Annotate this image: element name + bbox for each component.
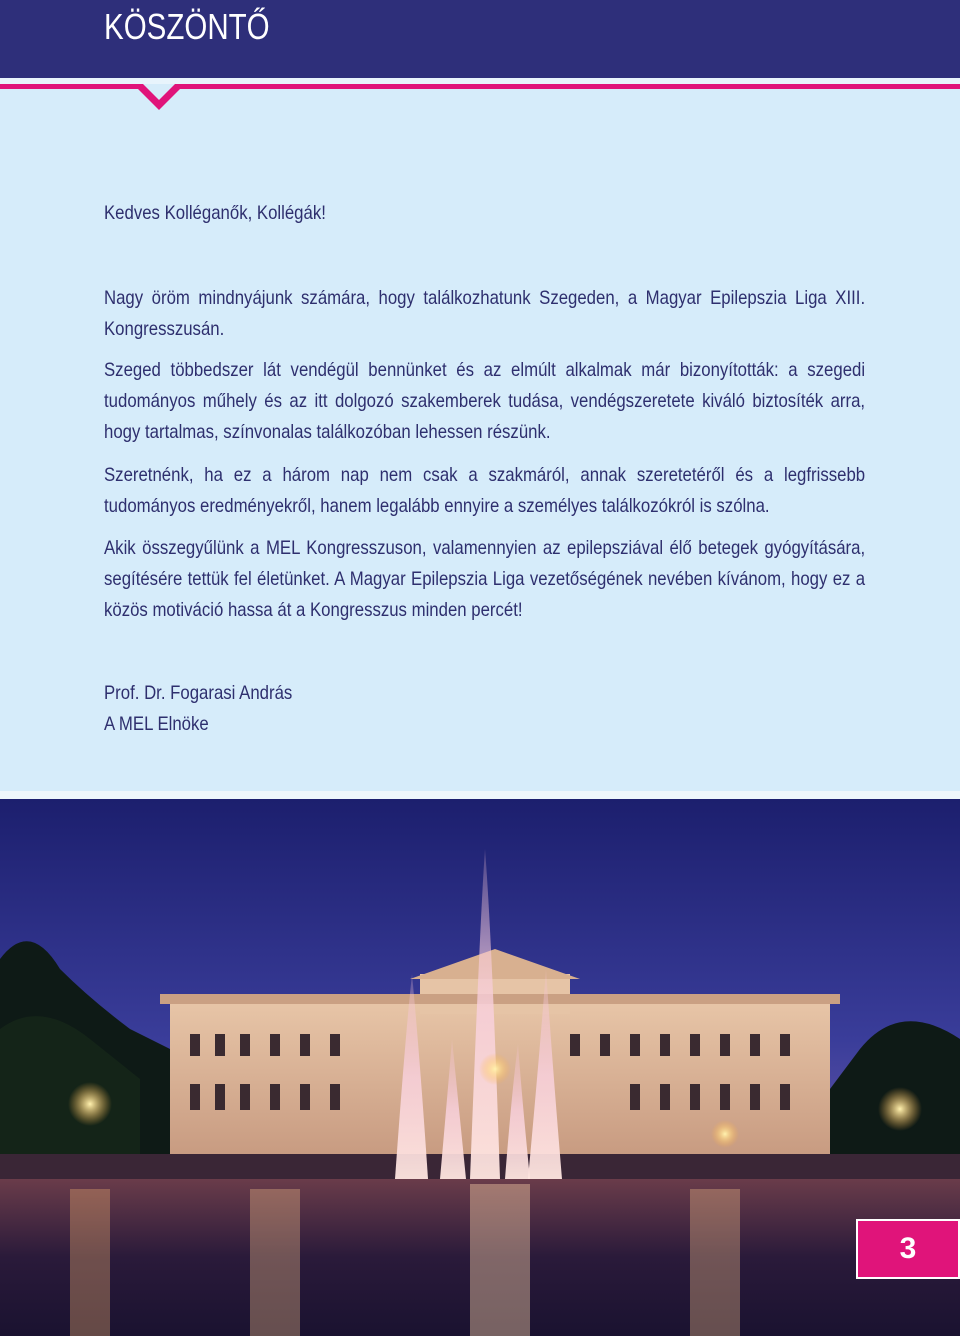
paragraph: Akik összegyűlünk a MEL Kongresszuson, valamennyien az epilepsziával élő betegek gyógyítására, segítésére tettük fel életünket. A Magyar Epilepszia Liga vezetőségének nevében kívánom, hogy ez a közös motiváció hassa át a Kongresszus minden percét! xyxy=(104,537,866,621)
notch-arrow-icon xyxy=(0,84,960,114)
paragraph: Szeretnénk, ha ez a három nap nem csak a szakmáról, annak szeretetéről és a legfrissebb tudományos eredményekről, hanem legalább ennyire a személyes találkozókról is szólna. xyxy=(104,464,866,517)
signature-title: A MEL Elnöke xyxy=(104,713,209,735)
paragraph: Nagy öröm mindnyájunk számára, hogy találkozhatunk Szegeden, a Magyar Epilepszia Liga XIII. Kongresszusán. xyxy=(104,287,866,340)
paragraph: Szeged többedszer lát vendégül bennünket és az elmúlt alkalmak már bizonyították: a szegedi tudományos műhely és az itt dolgozó szakemberek tudása, vendégszeretete kiváló biztosíték arra, hogy tartalmas, színvonalas találkozóban lehessen részünk. xyxy=(104,359,866,443)
greeting: Kedves Kolléganők, Kollégák! xyxy=(104,202,326,224)
building-fountain-illustration xyxy=(0,799,960,1336)
building-photo xyxy=(0,799,960,1336)
photo-frame xyxy=(0,791,960,799)
page-title: KÖSZÖNTŐ xyxy=(104,6,270,47)
signature-name: Prof. Dr. Fogarasi András xyxy=(104,682,293,704)
page-number-badge: 3 xyxy=(856,1219,960,1279)
header-bar xyxy=(0,0,960,78)
